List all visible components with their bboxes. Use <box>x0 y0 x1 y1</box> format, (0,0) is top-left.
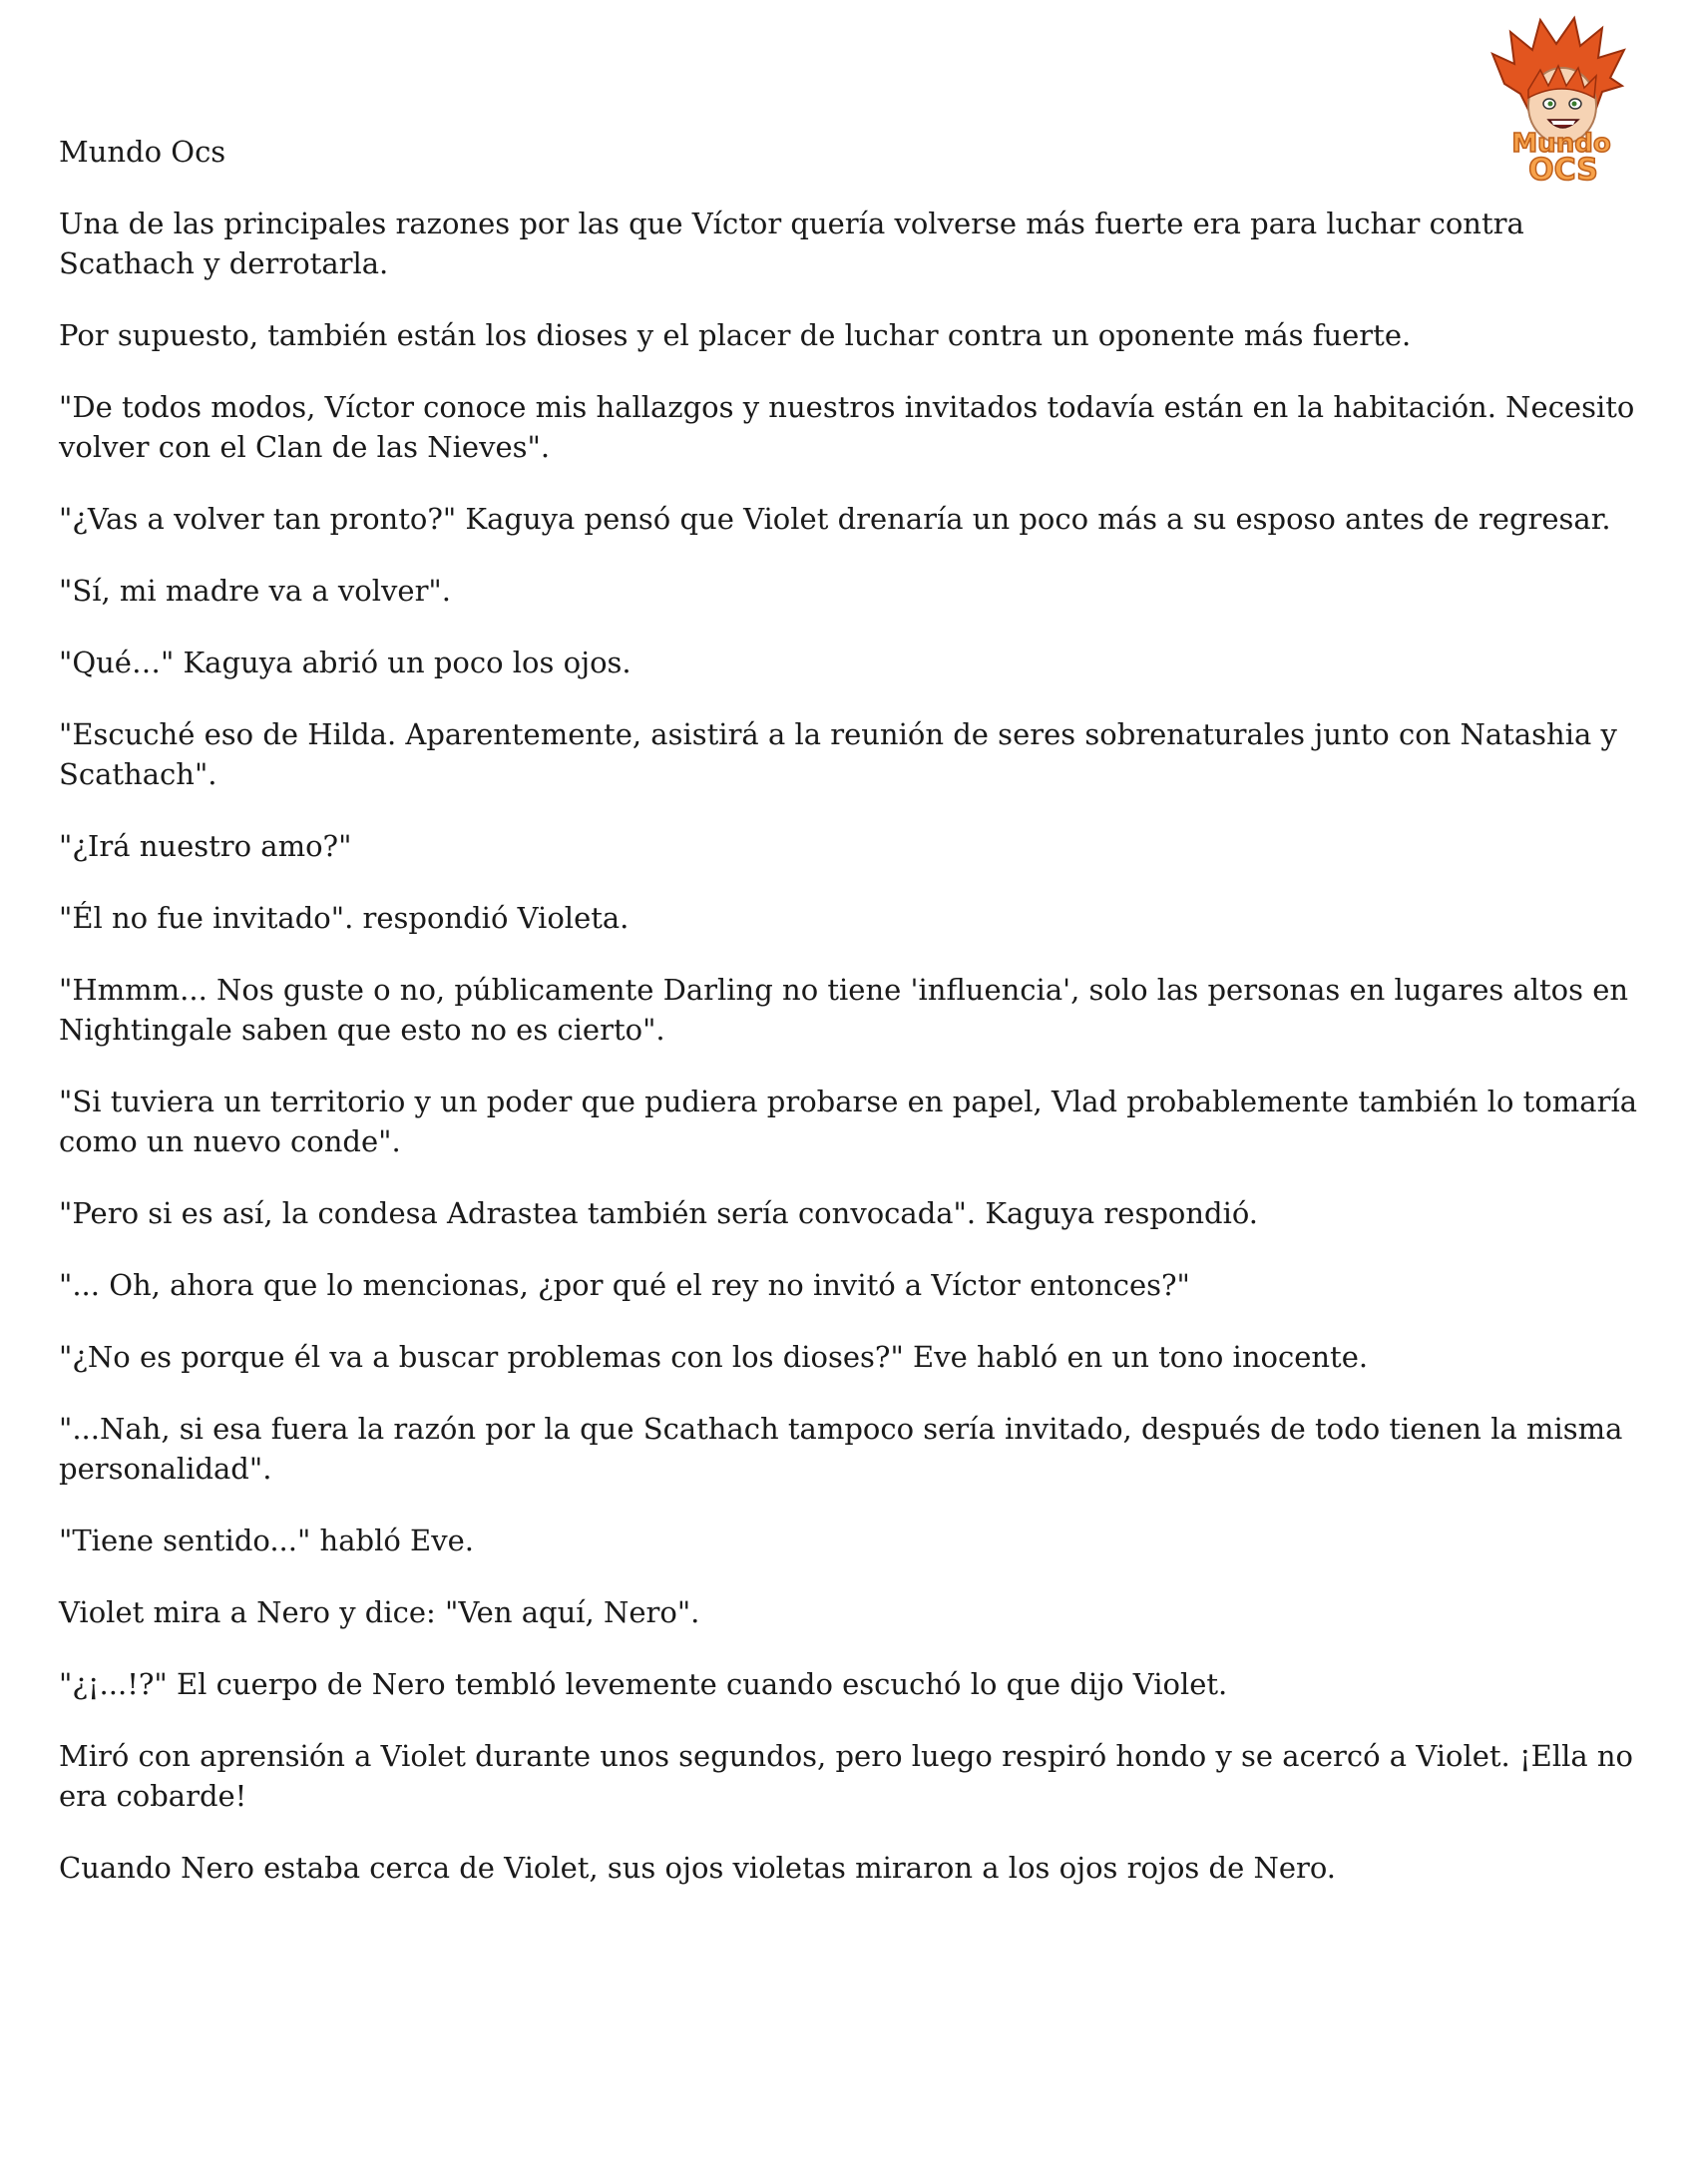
paragraph: "...Nah, si esa fuera la razón por la que Scathach tampoco sería invitado, después de todo tienen la misma personalidad". <box>59 1412 1623 1486</box>
paragraph: Una de las principales razones por las que Víctor quería volverse más fuerte era para luchar contra Scathach y derrotarla. <box>59 207 1524 280</box>
paragraph: "Hmmm... Nos guste o no, públicamente Darling no tiene 'influencia', solo las personas en lugares altos en Nightingale saben que esto no es cierto". <box>59 973 1629 1047</box>
paragraph: "¿Irá nuestro amo?" <box>59 829 352 863</box>
paragraph: "Pero si es así, la condesa Adrastea también sería convocada". Kaguya respondió. <box>59 1196 1259 1230</box>
document-body <box>59 132 1637 1920</box>
paragraph: "Tiene sentido..." habló Eve. <box>59 1524 474 1557</box>
paragraph: "Sí, mi madre va a volver". <box>59 574 451 608</box>
paragraph: "Él no fue invitado". respondió Violeta. <box>59 901 630 935</box>
paragraph: "Si tuviera un territorio y un poder que pudiera probarse en papel, Vlad probablemente también lo tomaría como un nuevo conde". <box>59 1085 1638 1158</box>
paragraph: "Escuché eso de Hilda. Aparentemente, asistirá a la reunión de seres sobrenaturales junto con Natashia y Scathach". <box>59 717 1617 791</box>
paragraph: "¿¡...!?" El cuerpo de Nero tembló levemente cuando escuchó lo que dijo Violet. <box>59 1667 1228 1701</box>
paragraph: Cuando Nero estaba cerca de Violet, sus ojos violetas miraron a los ojos rojos de Nero. <box>59 1851 1337 1885</box>
paragraph: Miró con aprensión a Violet durante unos segundos, pero luego respiró hondo y se acercó a Violet. ¡Ella no era cobarde! <box>59 1739 1634 1813</box>
paragraph: "¿No es porque él va a buscar problemas con los dioses?" Eve habló en un tono inocente. <box>59 1340 1369 1374</box>
svg-text:OCS: OCS <box>1528 153 1598 186</box>
paragraph: Violet mira a Nero y dice: "Ven aquí, Nero". <box>59 1595 700 1629</box>
document-header-title: Mundo Ocs <box>59 135 226 169</box>
paragraph: Por supuesto, también están los dioses y el placer de luchar contra un oponente más fuerte. <box>59 318 1412 352</box>
paragraph: "De todos modos, Víctor conoce mis hallazgos y nuestros invitados todavía están en la habitación. Necesito volver con el Clan de las Nieves". <box>59 390 1635 464</box>
svg-text:Mundo: Mundo <box>1511 129 1611 159</box>
paragraph: "¿Vas a volver tan pronto?" Kaguya pensó que Violet drenaría un poco más a su esposo antes de regresar. <box>59 502 1611 536</box>
paragraph: "... Oh, ahora que lo mencionas, ¿por qué el rey no invitó a Víctor entonces?" <box>59 1268 1190 1302</box>
paragraph: "Qué…" Kaguya abrió un poco los ojos. <box>59 646 632 679</box>
